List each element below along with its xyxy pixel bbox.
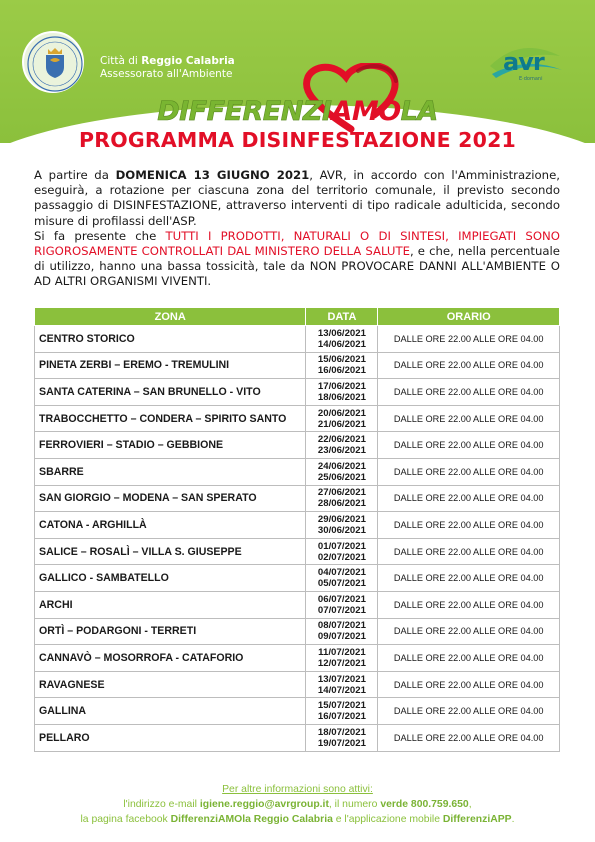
department-label: Assessorato all'Ambiente — [100, 68, 233, 80]
date-start: 11/07/2021 — [318, 646, 366, 658]
date-cell — [306, 618, 378, 645]
date-cell — [306, 326, 378, 353]
hours-cell: DALLE ORE 22.00 ALLE ORE 04.00 — [378, 698, 560, 725]
intro-text — [34, 168, 560, 290]
intro-p2-a: Si fa presente che — [34, 228, 166, 243]
hours-cell: DALLE ORE 22.00 ALLE ORE 04.00 — [378, 645, 560, 672]
table-row — [35, 538, 560, 565]
date-start: 08/07/2021 — [317, 620, 366, 632]
date-cell — [306, 645, 378, 672]
table-row — [35, 512, 560, 539]
table-row — [35, 405, 560, 432]
zone-cell: ORTÌ – PODARGONI - TERRETI — [35, 618, 306, 645]
brand-part1: DIFFERENZI — [157, 96, 332, 127]
date-cell — [306, 458, 378, 485]
zone-cell: GALLINA — [35, 698, 306, 725]
brand-wordmark — [0, 96, 595, 127]
header-data: DATA — [306, 308, 378, 326]
footer-info — [0, 782, 595, 827]
hours-cell: DALLE ORE 22.00 ALLE ORE 04.00 — [378, 671, 560, 698]
intro-p2-c: , e che, nella percentuale di utilizzo, hanno una bassa tossicità, tale da NON PROVOCARE DANNI ALL'AMBIENTE O AD ALTRI ORGANISMI VIVENTI. — [34, 244, 560, 289]
footer-app-prefix: e l'applicazione mobile — [332, 814, 443, 825]
hours-cell: DALLE ORE 22.00 ALLE ORE 04.00 — [378, 565, 560, 592]
zone-cell: RAVAGNESE — [35, 671, 306, 698]
date-start: 13/07/2021 — [317, 673, 366, 685]
footer-line-2 — [0, 797, 595, 812]
footer-line3-end: . — [511, 814, 515, 825]
hours-cell: DALLE ORE 22.00 ALLE ORE 04.00 — [378, 538, 560, 565]
date-start: 20/06/2021 — [317, 407, 366, 419]
hours-cell: DALLE ORE 22.00 ALLE ORE 04.00 — [378, 326, 560, 353]
city-label-block — [100, 55, 235, 81]
date-end: 30/06/2021 — [317, 524, 366, 536]
date-cell — [306, 432, 378, 459]
date-end: 12/07/2021 — [317, 657, 366, 669]
date-end: 05/07/2021 — [317, 578, 366, 590]
footer-line-1: Per altre informazioni sono attivi: — [222, 784, 373, 795]
zone-cell: GALLICO - SAMBATELLO — [35, 565, 306, 592]
date-end: 14/07/2021 — [317, 684, 366, 696]
header-orario: ORARIO — [378, 308, 560, 326]
date-start: 04/07/2021 — [317, 567, 366, 579]
date-end: 19/07/2021 — [317, 737, 366, 749]
intro-p2-highlight: TUTTI I PRODOTTI, NATURALI O DI SINTESI, IMPIEGATI SONO RIGOROSAMENTE CONTROLLATI DAL MINISTERO DELLA SALUTE — [34, 228, 560, 259]
date-start: 27/06/2021 — [317, 487, 366, 499]
table-row — [35, 698, 560, 725]
date-end: 16/07/2021 — [317, 711, 366, 723]
avr-logo-subtext: E·domani — [519, 76, 543, 82]
date-start: 15/06/2021 — [317, 354, 366, 366]
date-cell — [306, 591, 378, 618]
table-row — [35, 485, 560, 512]
city-line — [100, 55, 235, 68]
page-title: PROGRAMMA DISINFESTAZIONE 2021 — [78, 128, 516, 152]
footer-line-3 — [0, 812, 595, 827]
date-cell — [306, 405, 378, 432]
intro-p1-date: DOMENICA 13 GIUGNO 2021 — [115, 168, 310, 182]
intro-paragraph-2 — [34, 229, 560, 290]
footer-phone-prefix: , il numero — [328, 799, 381, 810]
date-end: 09/07/2021 — [317, 631, 366, 643]
footer-line2-end: , — [468, 799, 472, 810]
date-end: 07/07/2021 — [317, 604, 366, 616]
zone-cell: PELLARO — [35, 724, 306, 751]
hours-cell: DALLE ORE 22.00 ALLE ORE 04.00 — [378, 458, 560, 485]
intro-paragraph-1 — [34, 168, 560, 229]
footer-email-link[interactable]: igiene.reggio@avrgroup.it — [199, 799, 329, 810]
hours-cell: DALLE ORE 22.00 ALLE ORE 04.00 — [378, 485, 560, 512]
table-row — [35, 565, 560, 592]
table-row — [35, 458, 560, 485]
date-end: 16/06/2021 — [317, 365, 366, 377]
hours-cell: DALLE ORE 22.00 ALLE ORE 04.00 — [378, 432, 560, 459]
table-row — [35, 591, 560, 618]
hours-cell: DALLE ORE 22.00 ALLE ORE 04.00 — [378, 352, 560, 379]
date-cell — [306, 379, 378, 406]
date-start: 24/06/2021 — [317, 460, 366, 472]
zone-cell: SAN GIORGIO – MODENA – SAN SPERATO — [35, 485, 306, 512]
table-row — [35, 432, 560, 459]
city-prefix: Città di — [100, 55, 142, 67]
date-end: 02/07/2021 — [317, 551, 366, 563]
brand-part3: LA — [400, 96, 438, 127]
date-start: 18/07/2021 — [317, 726, 366, 738]
zone-cell: FERROVIERI – STADIO – GEBBIONE — [35, 432, 306, 459]
city-crest-icon — [22, 31, 84, 93]
header-zona: ZONA — [35, 308, 306, 326]
date-end: 28/06/2021 — [317, 498, 366, 510]
date-cell — [306, 565, 378, 592]
city-name: Reggio Calabria — [141, 55, 235, 67]
zone-cell: SANTA CATERINA – SAN BRUNELLO - VITO — [35, 379, 306, 406]
date-cell — [306, 512, 378, 539]
date-end: 14/06/2021 — [317, 338, 366, 350]
table-row — [35, 671, 560, 698]
intro-p1-a: A partire da — [34, 168, 116, 182]
avr-logo-text: avr — [503, 48, 544, 76]
footer-email-prefix: l'indirizzo e-mail — [123, 799, 200, 810]
date-cell — [306, 698, 378, 725]
date-cell — [306, 538, 378, 565]
hours-cell: DALLE ORE 22.00 ALLE ORE 04.00 — [378, 405, 560, 432]
date-start: 13/06/2021 — [317, 327, 366, 339]
table-row — [35, 326, 560, 353]
table-row — [35, 645, 560, 672]
hours-cell: DALLE ORE 22.00 ALLE ORE 04.00 — [378, 512, 560, 539]
table-row — [35, 724, 560, 751]
hours-cell: DALLE ORE 22.00 ALLE ORE 04.00 — [378, 618, 560, 645]
hours-cell: DALLE ORE 22.00 ALLE ORE 04.00 — [378, 724, 560, 751]
zone-cell: TRABOCCHETTO – CONDERA – SPIRITO SANTO — [35, 405, 306, 432]
table-header-row — [35, 308, 560, 326]
avr-logo — [486, 40, 566, 88]
table-row — [35, 352, 560, 379]
footer-fb-prefix: la pagina facebook — [80, 814, 171, 825]
date-start: 22/06/2021 — [317, 434, 366, 446]
table-row — [35, 379, 560, 406]
date-cell — [306, 352, 378, 379]
zone-cell: SBARRE — [35, 458, 306, 485]
schedule-table — [34, 307, 560, 752]
zone-cell: CATONA - ARGHILLÀ — [35, 512, 306, 539]
date-end: 23/06/2021 — [317, 445, 366, 457]
date-end: 21/06/2021 — [317, 418, 366, 430]
date-end: 25/06/2021 — [317, 471, 366, 483]
date-end: 18/06/2021 — [317, 391, 366, 403]
date-cell — [306, 485, 378, 512]
date-start: 17/06/2021 — [317, 380, 366, 392]
date-cell — [306, 671, 378, 698]
date-start: 01/07/2021 — [317, 540, 366, 552]
zone-cell: SALICE – ROSALÌ – VILLA S. GIUSEPPE — [35, 538, 306, 565]
footer-phone[interactable]: verde 800.759.650 — [380, 799, 469, 810]
footer-facebook-link[interactable]: DifferenziAMOla Reggio Calabria — [170, 814, 333, 825]
date-start: 15/07/2021 — [317, 700, 366, 712]
hours-cell: DALLE ORE 22.00 ALLE ORE 04.00 — [378, 379, 560, 406]
date-start: 06/07/2021 — [317, 593, 366, 605]
date-cell — [306, 724, 378, 751]
zone-cell: ARCHI — [35, 591, 306, 618]
intro-p1-c: , AVR, in accordo con l'Amministrazione, eseguirà, a rotazione per ciascuna zona del territorio comunale, il previsto secondo passaggio di DISINFESTAZIONE, attraverso interventi di tipo radicale adulticida, secondo misure di profilassi dell'ASP. — [34, 168, 560, 228]
zone-cell: CENTRO STORICO — [35, 326, 306, 353]
brand-part2: AMO — [331, 96, 401, 127]
date-start: 29/06/2021 — [317, 513, 366, 525]
hours-cell: DALLE ORE 22.00 ALLE ORE 04.00 — [378, 591, 560, 618]
zone-cell: CANNAVÒ – MOSORROFA - CATAFORIO — [35, 645, 306, 672]
zone-cell: PINETA ZERBI – EREMO - TREMULINI — [35, 352, 306, 379]
table-row — [35, 618, 560, 645]
footer-app-link[interactable]: DifferenziAPP — [442, 814, 512, 825]
